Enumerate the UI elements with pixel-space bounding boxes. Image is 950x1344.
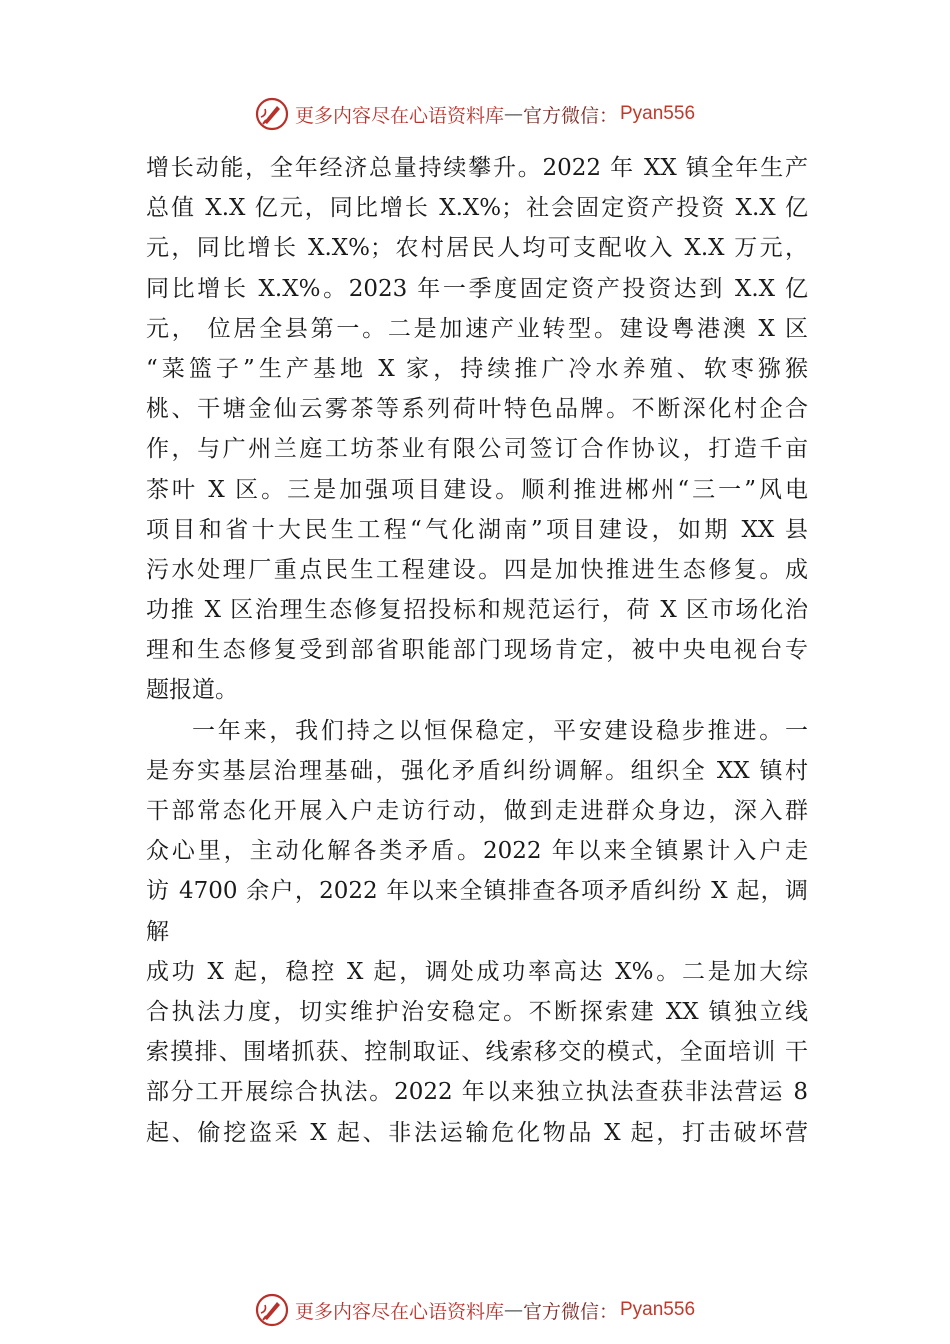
- text-line: 总值 X.X 亿元，同比增长 X.X%；社会固定资产投资 X.X 亿: [146, 195, 808, 222]
- text-line: 桃、干塘金仙云雾茶等系列荷叶特色品牌。不断深化村企合: [146, 396, 808, 423]
- text-line: 干部常态化开展入户走访行动，做到走进群众身边，深入群: [146, 798, 808, 824]
- text-line: “菜篮子”生产基地 X 家，持续推广冷水养殖、软枣猕猴: [146, 355, 808, 382]
- paragraph-1: [146, 148, 808, 711]
- quill-pen-logo-icon: [255, 97, 289, 131]
- text-line: 索摸排、围堵抓获、控制取证、线索移交的模式，全面培训 干: [146, 1039, 808, 1066]
- text-line: 题报道。: [146, 677, 238, 704]
- text-line: 元， 位居全县第一。二是加速产业转型。建设粤港澳 X 区: [146, 315, 808, 342]
- footer-wechat-id: Pyan556: [620, 1299, 696, 1320]
- text-line: 众心里，主动化解各类矛盾。2022 年以来全镇累计入户走: [146, 838, 808, 865]
- footer-site-text: 更多内容尽在心语资料库: [294, 1300, 504, 1323]
- header-site-text: 更多内容尽在心语资料库: [294, 104, 504, 127]
- text-line: 理和生态修复受到部省职能部门现场肯定，被中央电视台专: [146, 637, 808, 664]
- text-line: 解: [146, 918, 169, 945]
- text-line: 茶叶 X 区。三是加强项目建设。顺利推进郴州“三一”风电: [146, 476, 808, 503]
- text-line: 访 4700 余户，2022 年以来全镇排查各项矛盾纠纷 X 起，调: [146, 878, 808, 905]
- text-line: 增长动能，全年经济总量持续攀升。2022 年 XX 镇全年生产: [146, 155, 808, 181]
- text-line: 合执法力度，切实维护治安稳定。不断探索建 XX 镇独立线: [146, 998, 808, 1025]
- header-banner: [0, 94, 950, 134]
- footer-wechat-label: 官方微信：: [522, 1300, 618, 1323]
- paragraph-2: [146, 711, 808, 1153]
- document-body: [146, 148, 808, 1153]
- text-line: 一年来，我们持之以恒保稳定，平安建设稳步推进。一: [192, 717, 808, 744]
- text-line: 部分工开展综合执法。2022 年以来独立执法查获非法营运 8: [146, 1079, 808, 1106]
- text-line: 项目和省十大民生工程“气化湖南”项目建设，如期 XX 县: [146, 516, 808, 543]
- footer-banner: [0, 1290, 950, 1330]
- text-line: 功推 X 区治理生态修复招投标和规范运行，荷 X 区市场化治: [146, 597, 808, 624]
- text-line: 是夯实基层治理基础，强化矛盾纠纷调解。组织全 XX 镇村: [146, 757, 808, 784]
- text-line: 同比增长 X.X%。2023 年一季度固定资产投资达到 X.X 亿: [146, 275, 808, 302]
- text-line: 元，同比增长 X.X%；农村居民人均可支配收入 X.X 万元，: [146, 235, 808, 262]
- footer-separator: —: [503, 1299, 523, 1321]
- text-line: 作，与广州兰庭工坊茶业有限公司签订合作协议，打造千亩: [146, 436, 808, 463]
- text-line: 污水处理厂重点民生工程建设。四是加快推进生态修复。成: [146, 556, 808, 583]
- text-line: 起、偷挖盗采 X 起、非法运输危化物品 X 起，打击破坏营: [146, 1119, 808, 1146]
- header-wechat-id: Pyan556: [620, 103, 696, 124]
- header-wechat-label: 官方微信：: [522, 104, 618, 127]
- quill-pen-logo-icon: [255, 1293, 289, 1327]
- header-separator: —: [503, 103, 523, 125]
- text-line: 成功 X 起，稳控 X 起，调处成功率高达 X%。二是加大综: [146, 958, 808, 985]
